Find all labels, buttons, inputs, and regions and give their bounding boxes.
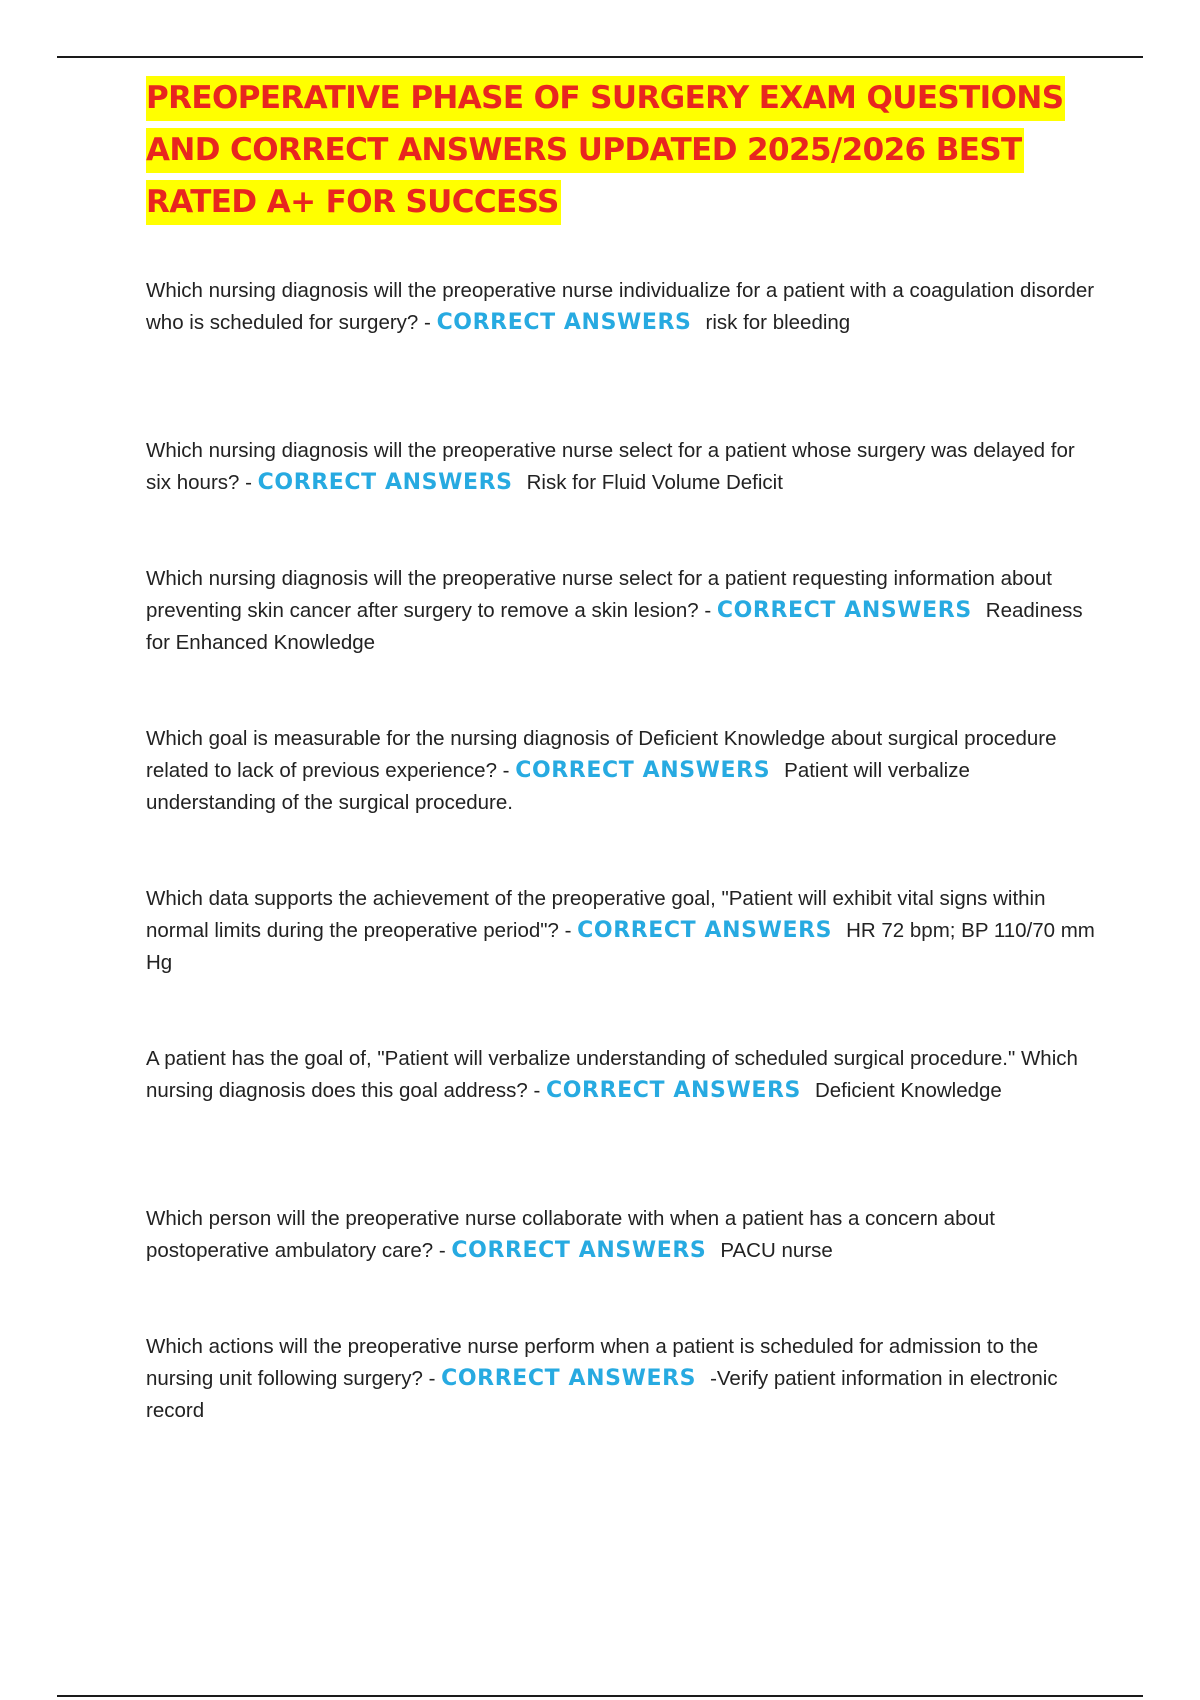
answer-text: Deficient Knowledge: [814, 1079, 1002, 1102]
answer-text: -Verify patient information in electronic record: [146, 1367, 1058, 1422]
answer-text: Readiness for Enhanced Knowledge: [146, 599, 1083, 654]
qa-item-7: [146, 1203, 1096, 1331]
answer-text: risk for bleeding: [705, 311, 851, 334]
separator: -: [239, 471, 258, 494]
correct-answers-label: CORRECT ANSWERS: [257, 470, 513, 495]
qa-item-3: [146, 563, 1096, 723]
correct-answers-label: CORRECT ANSWERS: [577, 918, 833, 943]
qa-item-4: [146, 723, 1096, 883]
separator: -: [433, 1239, 452, 1262]
correct-answers-label: CORRECT ANSWERS: [515, 758, 771, 783]
correct-answers-label: CORRECT ANSWERS: [441, 1366, 697, 1391]
question-text: Which goal is measurable for the nursing diagnosis of Deficient Knowledge about surgical procedure related to lack of previous experience?: [146, 727, 1057, 782]
qa-item-5: [146, 883, 1096, 1043]
answer-text: HR 72 bpm; BP 110/70 mm Hg: [146, 919, 1095, 974]
correct-answers-label: CORRECT ANSWERS: [436, 310, 692, 335]
correct-answers-label: CORRECT ANSWERS: [451, 1238, 707, 1263]
answer-text: PACU nurse: [720, 1239, 833, 1262]
title-highlight: PREOPERATIVE PHASE OF SURGERY EXAM QUESTIONS AND CORRECT ANSWERS UPDATED 2025/2026 BEST RATED A+ FOR SUCCESS: [146, 76, 1065, 225]
question-text: Which actions will the preoperative nurse perform when a patient is scheduled for admission to the nursing unit following surgery?: [146, 1335, 1039, 1390]
question-text: Which nursing diagnosis will the preoperative nurse select for a patient whose surgery was delayed for six hours?: [146, 439, 1075, 494]
separator: -: [698, 599, 717, 622]
document-body: [146, 72, 1096, 1491]
correct-answers-label: CORRECT ANSWERS: [716, 598, 972, 623]
question-text: Which person will the preoperative nurse collaborate with when a patient has a concern about postoperative ambulatory care?: [146, 1207, 995, 1262]
document-title: [146, 72, 1096, 228]
qa-item-8: [146, 1331, 1096, 1491]
top-rule: [57, 56, 1143, 58]
answer-text: Patient will verbalize understanding of the surgical procedure.: [146, 759, 970, 814]
question-text: Which nursing diagnosis will the preoperative nurse individualize for a patient with a coagulation disorder who is scheduled for surgery?: [146, 279, 1095, 334]
qa-item-6: [146, 1043, 1096, 1203]
separator: -: [418, 311, 437, 334]
separator: -: [527, 1079, 546, 1102]
question-text: A patient has the goal of, "Patient will verbalize understanding of scheduled surgical procedure." Which nursing diagnosis does this goal address?: [146, 1047, 1078, 1102]
separator: -: [422, 1367, 442, 1390]
correct-answers-label: CORRECT ANSWERS: [546, 1078, 801, 1103]
question-text: Which data supports the achievement of the preoperative goal, "Patient will exhibit vital signs within normal limits during the preoperative period"?: [146, 887, 1046, 942]
separator: -: [558, 919, 578, 942]
qa-list: [146, 275, 1096, 1491]
bottom-rule: [57, 1695, 1143, 1697]
answer-text: Risk for Fluid Volume Deficit: [526, 471, 783, 494]
question-text: Which nursing diagnosis will the preoperative nurse select for a patient requesting information about preventing skin cancer after surgery to remove a skin lesion?: [146, 567, 1052, 622]
separator: -: [496, 759, 516, 782]
qa-item-1: [146, 275, 1096, 435]
qa-item-2: [146, 435, 1096, 563]
